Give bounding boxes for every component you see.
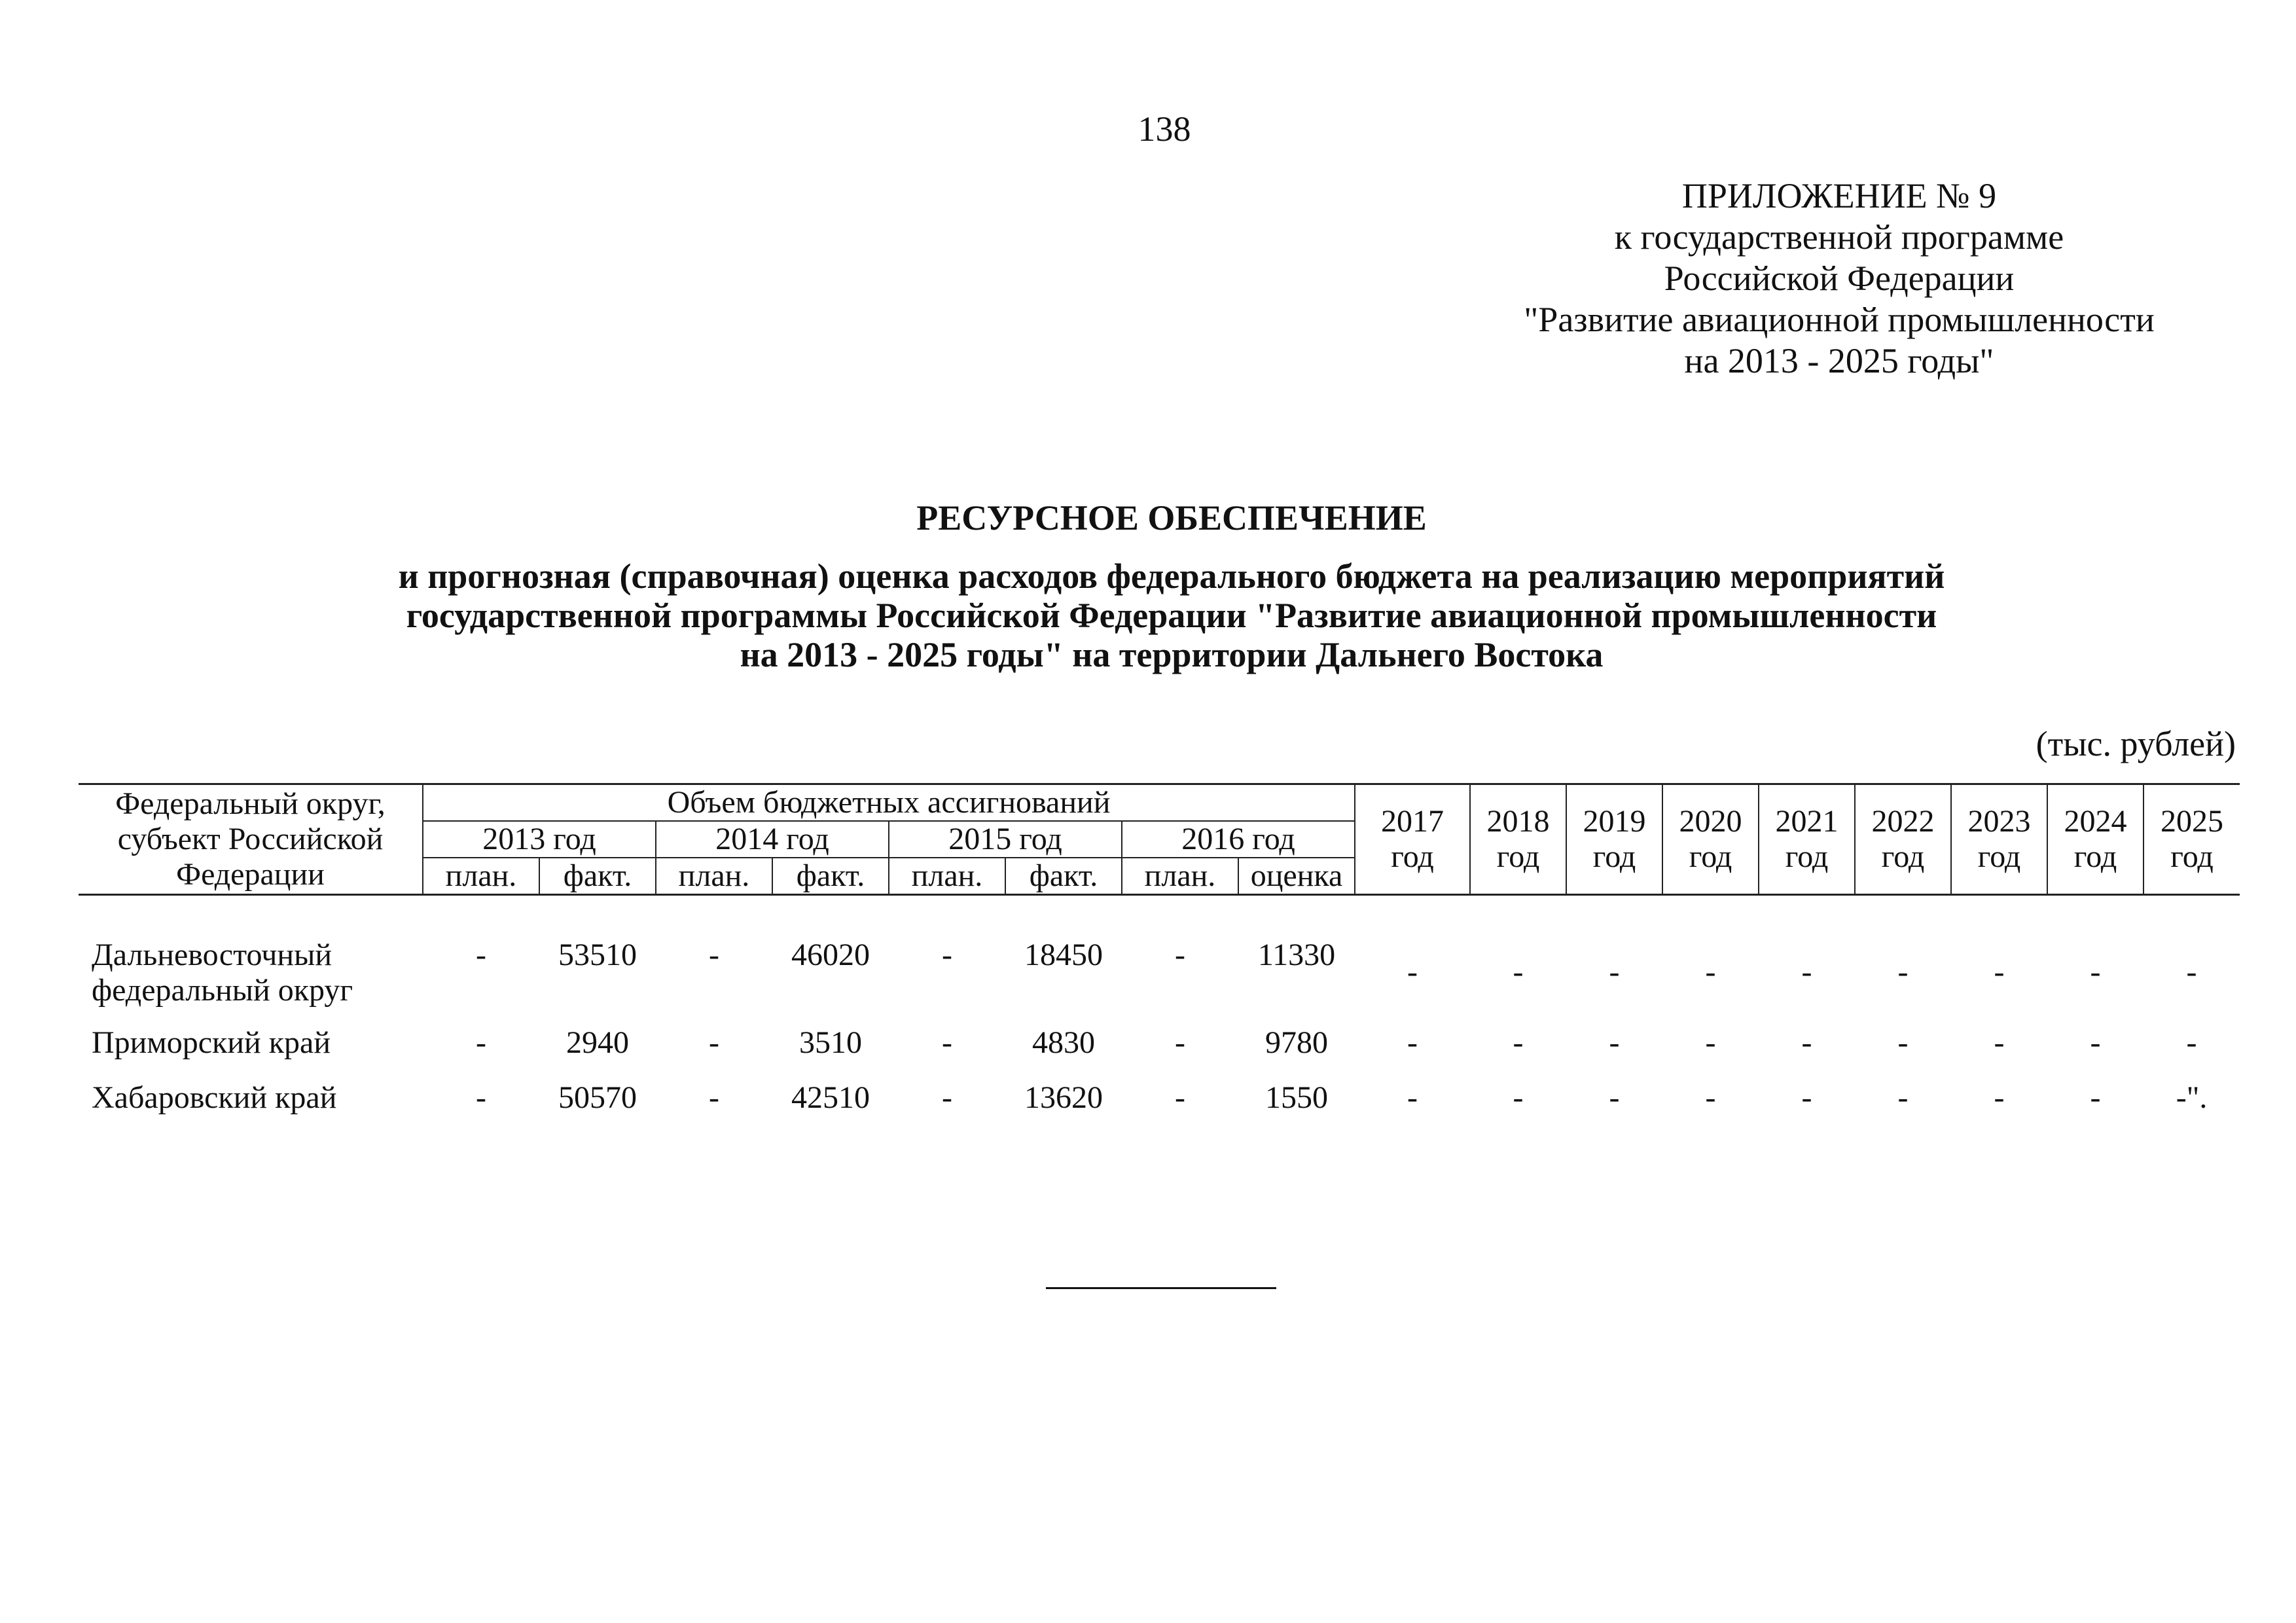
budget-cell: 4830 [1032, 1025, 1095, 1060]
budget-cell: 53510 [558, 938, 637, 972]
document-title: РЕСУРСНОЕ ОБЕСПЕЧЕНИЕ [916, 498, 1427, 538]
forecast-cell: - [1994, 1025, 2005, 1060]
forecast-cell: - [1513, 1025, 1524, 1060]
budget-year-header: 2014 год [656, 821, 889, 858]
document-heading [249, 498, 2094, 674]
appendix-block [1407, 175, 2271, 382]
appendix-line: к государственной программе [1614, 217, 2064, 257]
budget-cell: - [709, 938, 719, 972]
budget-cell: 1550 [1265, 1080, 1329, 1115]
forecast-year-header: 2024 год [2047, 784, 2144, 895]
forecast-cell: - [1705, 955, 1716, 989]
page-number: 138 [1138, 109, 1191, 149]
forecast-cell: - [1705, 1080, 1716, 1115]
budget-cell: - [1175, 938, 1185, 972]
forecast-year-header: 2025 год [2144, 784, 2240, 895]
plan-fact-header: факт. [772, 858, 889, 895]
appendix-title: ПРИЛОЖЕНИЕ № 9 [1681, 176, 1997, 215]
end-of-document-rule [1046, 1287, 1276, 1289]
forecast-cell: - [1897, 1025, 1909, 1060]
forecast-cell: - [1609, 1080, 1620, 1115]
forecast-cell: - [1801, 1025, 1812, 1060]
document-subtitle-line: государственной программы Российской Федерации "Развитие авиационной промышленности [406, 596, 1937, 635]
appendix-line: Российской Федерации [1664, 259, 2015, 298]
forecast-year-header: 2020 год [1662, 784, 1759, 895]
units-label: (тыс. рублей) [2036, 724, 2236, 763]
forecast-cell: - [1994, 1080, 2005, 1115]
forecast-year-header: 2022 год [1855, 784, 1951, 895]
plan-fact-header: план. [889, 858, 1005, 895]
region-name: Хабаровский край [92, 1080, 337, 1115]
forecast-cell: - [1407, 1080, 1418, 1115]
forecast-cell: - [1407, 955, 1418, 989]
budget-year-header: 2016 год [1122, 821, 1355, 858]
forecast-year-header: 2018 год [1470, 784, 1566, 895]
table-row [79, 935, 2240, 1021]
budget-cell: - [942, 1025, 952, 1060]
plan-fact-header: план. [1122, 858, 1238, 895]
forecast-cell: - [1801, 955, 1812, 989]
plan-fact-header: факт. [1005, 858, 1122, 895]
plan-fact-header: оценка [1238, 858, 1355, 895]
budget-cell: 42510 [791, 1080, 870, 1115]
plan-fact-header: план. [656, 858, 772, 895]
forecast-cell: - [1513, 955, 1524, 989]
forecast-cell: - [1407, 1025, 1418, 1060]
budget-year-header: 2015 год [889, 821, 1122, 858]
plan-fact-header: факт. [539, 858, 656, 895]
document-subtitle-line: на 2013 - 2025 годы" на территории Дальнего Востока [740, 635, 1604, 674]
appendix-line: "Развитие авиационной промышленности [1524, 300, 2155, 339]
budget-year-header: 2013 год [423, 821, 656, 858]
document-subtitle-line: и прогнозная (справочная) оценка расходов федерального бюджета на реализацию мероприятий [398, 556, 1945, 596]
budget-cell: 46020 [791, 938, 870, 972]
budget-cell: - [1175, 1025, 1185, 1060]
budget-cell: - [709, 1025, 719, 1060]
budget-cell: - [942, 938, 952, 972]
budget-cell: 9780 [1265, 1025, 1329, 1060]
forecast-cell: - [2186, 955, 2197, 989]
forecast-cell: - [1513, 1080, 1524, 1115]
budget-cell: - [476, 1025, 486, 1060]
forecast-cell: - [1705, 1025, 1716, 1060]
forecast-cell: -". [2176, 1080, 2208, 1115]
forecast-cell: - [1897, 1080, 1909, 1115]
budget-cell: 50570 [558, 1080, 637, 1115]
forecast-cell: - [1609, 955, 1620, 989]
appendix-line: на 2013 - 2025 годы" [1684, 341, 1994, 380]
budget-cell: 18450 [1024, 938, 1103, 972]
region-column-header: Федеральный округ, субъект Российской Федерации [79, 784, 423, 895]
budget-cell: - [942, 1080, 952, 1115]
budget-cell: 2940 [566, 1025, 629, 1060]
forecast-cell: - [2090, 1080, 2101, 1115]
budget-cell: 3510 [799, 1025, 862, 1060]
forecast-year-header: 2017 год [1355, 784, 1470, 895]
budget-cell: - [476, 1080, 486, 1115]
region-name: Дальневосточный федеральный округ [92, 938, 353, 1008]
budget-cell: 11330 [1257, 938, 1336, 972]
budget-cell: - [709, 1080, 719, 1115]
plan-fact-header: план. [423, 858, 539, 895]
forecast-year-header: 2021 год [1759, 784, 1855, 895]
budget-cell: - [1175, 1080, 1185, 1115]
budget-cell: - [476, 938, 486, 972]
forecast-cell: - [2090, 1025, 2101, 1060]
forecast-cell: - [2186, 1025, 2197, 1060]
forecast-year-header: 2019 год [1566, 784, 1662, 895]
table-row [79, 1021, 2240, 1076]
budget-volume-header: Объем бюджетных ассигнований [423, 784, 1355, 822]
forecast-cell: - [1994, 955, 2005, 989]
forecast-cell: - [1609, 1025, 1620, 1060]
budget-table [79, 783, 2240, 1131]
budget-cell: 13620 [1024, 1080, 1103, 1115]
forecast-year-header: 2023 год [1951, 784, 2047, 895]
forecast-cell: - [1801, 1080, 1812, 1115]
forecast-cell: - [1897, 955, 1909, 989]
forecast-cell: - [2090, 955, 2101, 989]
table-row [79, 1076, 2240, 1131]
region-name: Приморский край [92, 1025, 331, 1060]
